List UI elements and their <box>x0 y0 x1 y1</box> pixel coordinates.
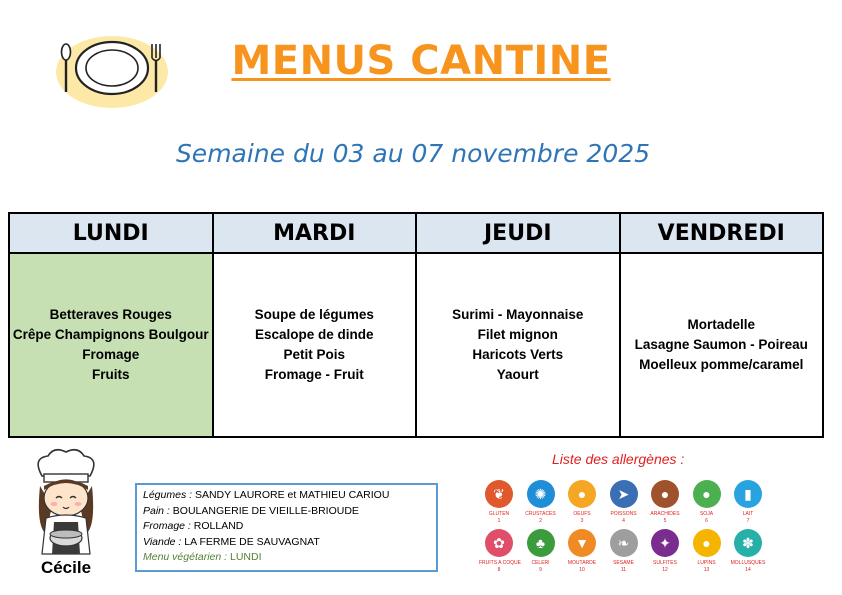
allergen-number: 11 <box>620 567 627 573</box>
allergen-12 <box>645 529 685 573</box>
week-subtitle: Semaine du 03 au 07 novembre 2025 <box>175 139 651 168</box>
allergen-3 <box>562 480 602 524</box>
allergen-name: OEUFS <box>573 511 591 517</box>
allergen-number: 8 <box>497 567 501 573</box>
allergen-name: SOJA <box>699 511 714 517</box>
allergen-name: SESAME <box>613 560 634 566</box>
soy-icon: ● <box>693 480 721 508</box>
day-cell-vendredi <box>620 253 824 437</box>
allergen-number: 14 <box>745 567 751 573</box>
dish: Filet mignon <box>477 327 558 342</box>
day-cell-lundi <box>9 253 213 437</box>
allergen-8 <box>479 529 519 573</box>
day-header-mardi: MARDI <box>213 213 417 253</box>
mustard-icon: ▼ <box>568 529 596 557</box>
allergen-4 <box>604 480 644 524</box>
allergen-name: GLUTEN <box>488 511 510 517</box>
dish: Surimi - Mayonnaise <box>452 307 584 322</box>
supplier-bread: Pain : BOULANGERIE DE VIEILLE-BRIOUDE <box>143 504 359 517</box>
allergen-name: MOLLUSQUES <box>730 560 766 566</box>
chef-illustration <box>24 446 108 558</box>
dish: Mortadelle <box>687 317 755 332</box>
allergen-number: 10 <box>579 567 585 573</box>
allergen-number: 9 <box>539 567 542 573</box>
allergen-10 <box>562 529 602 573</box>
supplier-cheese: Fromage : ROLLAND <box>143 520 244 532</box>
day-header-lundi: LUNDI <box>9 213 213 253</box>
dish: Fromage <box>82 347 140 362</box>
egg-icon: ● <box>568 480 596 508</box>
allergen-number: 12 <box>662 567 668 573</box>
allergen-11 <box>604 529 644 573</box>
allergen-9 <box>521 529 561 573</box>
allergen-name: MOUTARDE <box>567 560 597 566</box>
allergen-number: 2 <box>539 518 542 524</box>
allergen-name: CRUSTACES <box>525 511 556 517</box>
menu-header-row <box>9 213 823 253</box>
supplier-meat: Viande : LA FERME DE SAUVAGNAT <box>143 535 320 548</box>
menu-dishes-row <box>9 253 823 437</box>
allergen-name: FRUITS A COQUE <box>479 560 521 566</box>
allergen-number: 7 <box>746 518 750 524</box>
dish: Escalope de dinde <box>254 327 374 342</box>
celery-icon: ♣ <box>527 529 555 557</box>
milk-icon: ▮ <box>734 480 762 508</box>
day-cell-mardi <box>213 253 417 437</box>
page-title: MENUS CANTINE <box>231 38 611 84</box>
peanut-icon: ● <box>651 480 679 508</box>
nut-icon: ✿ <box>485 529 513 557</box>
allergen-name: LAIT <box>742 511 754 517</box>
lupin-icon: ● <box>693 529 721 557</box>
allergen-7 <box>728 480 768 524</box>
allergen-2 <box>521 480 561 524</box>
day-header-vendredi: VENDREDI <box>620 213 824 253</box>
allergen-number: 6 <box>705 518 708 524</box>
wheat-icon: ❦ <box>485 480 513 508</box>
dish: Yaourt <box>496 367 539 382</box>
supplier-vegetables: Légumes : SANDY LAURORE et MATHIEU CARIOU <box>143 489 390 501</box>
sesame-icon: ❧ <box>610 529 638 557</box>
allergen-name: POISSONS <box>610 511 637 517</box>
shell-icon: ✽ <box>734 529 762 557</box>
allergen-number: 3 <box>580 518 584 524</box>
crab-icon: ✺ <box>527 480 555 508</box>
allergen-number: 5 <box>663 518 667 524</box>
dish: Fruits <box>91 367 130 382</box>
dish: Haricots Verts <box>472 347 564 362</box>
dish: Betteraves Rouges <box>49 307 172 322</box>
allergen-1 <box>479 480 519 524</box>
vegetarian-menu-day: Menu végétarien : LUNDI <box>143 551 262 563</box>
allergen-5 <box>645 480 685 524</box>
day-cell-jeudi <box>416 253 620 437</box>
allergen-number: 13 <box>703 567 710 573</box>
dish: Soupe de légumes <box>254 307 374 322</box>
dish: Crêpe Champignons Boulgour <box>12 327 209 342</box>
dish: Lasagne Saumon - Poireau <box>634 337 808 352</box>
allergen-list-title: Liste des allergènes : <box>552 451 685 467</box>
allergen-14 <box>728 529 768 573</box>
allergen-number: 4 <box>622 518 625 524</box>
day-header-jeudi: JEUDI <box>416 213 620 253</box>
dish: Moelleux pomme/caramel <box>639 357 804 372</box>
allergen-name: SULFITES <box>653 560 677 566</box>
allergen-name: LUPINS <box>697 560 716 566</box>
suppliers-box <box>135 483 438 572</box>
fish-icon: ➤ <box>610 480 638 508</box>
allergen-6 <box>687 480 727 524</box>
dish: Fromage - Fruit <box>264 367 364 382</box>
sulfite-icon: ✦ <box>651 529 679 557</box>
dish: Petit Pois <box>283 347 345 362</box>
allergen-name: CELERI <box>531 560 550 566</box>
menu-table <box>8 212 824 438</box>
allergen-name: ARACHIDES <box>650 511 680 517</box>
allergen-13 <box>687 529 727 573</box>
allergen-number: 1 <box>497 518 501 524</box>
chef-name: Cécile <box>40 558 92 577</box>
